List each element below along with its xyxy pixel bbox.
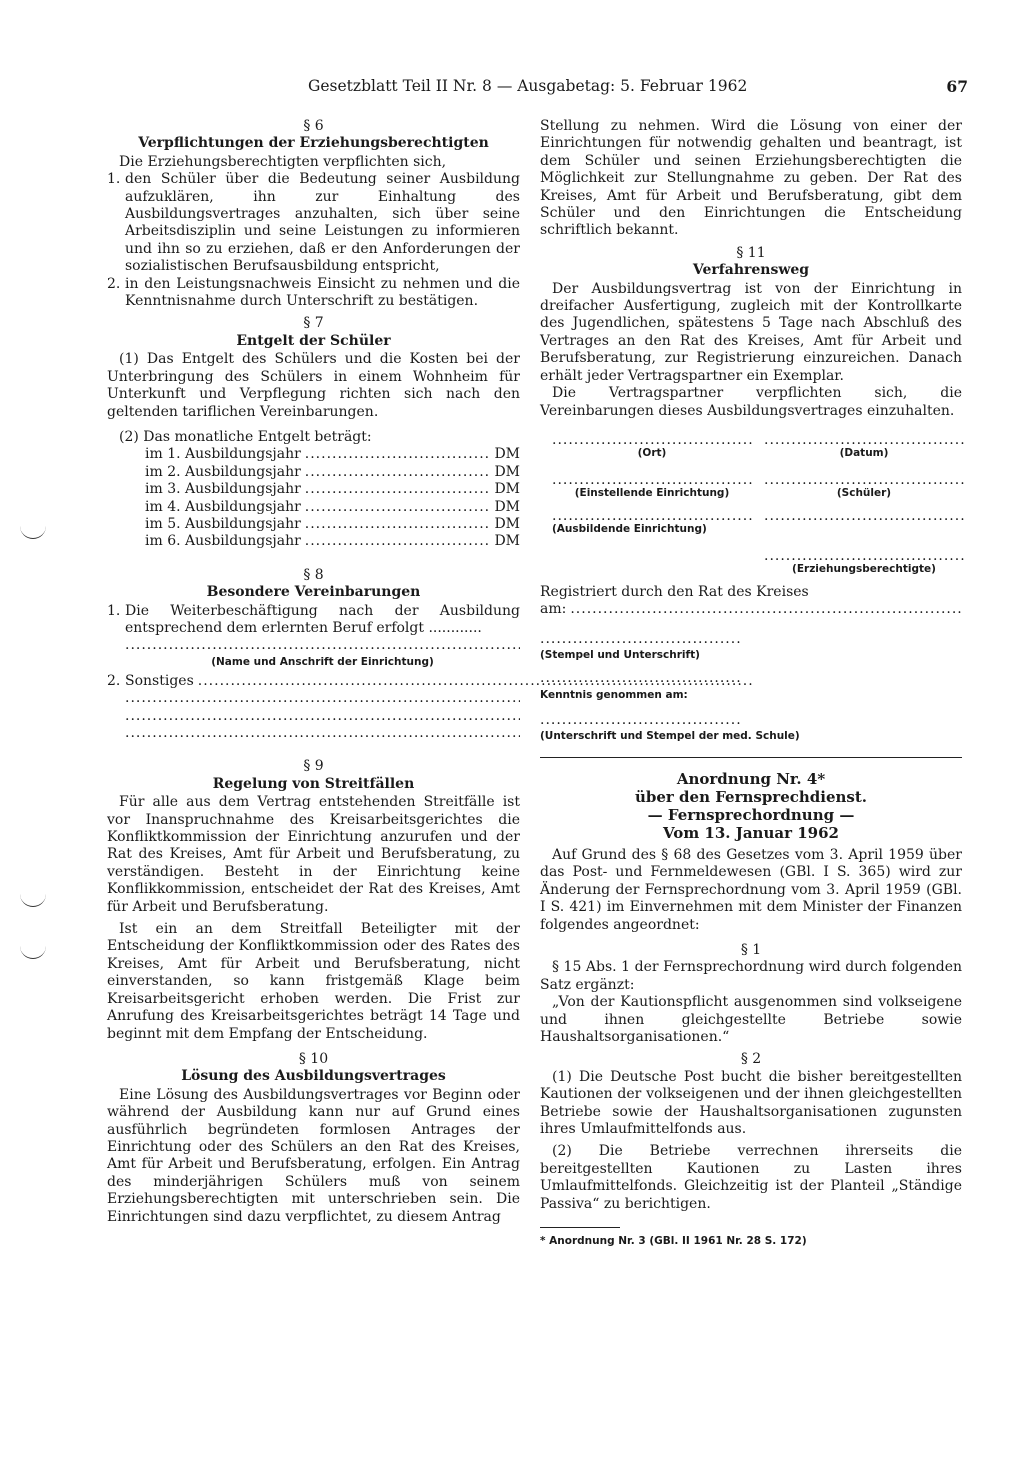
- field-label: am:: [540, 601, 567, 618]
- paragraph: Die Vertragspartner verpflichten sich, die Vereinbarungen dieses Ausbildungsvertrages einzuhalten.: [540, 385, 962, 419]
- margin-mark: [20, 944, 46, 959]
- currency: DM: [494, 446, 520, 463]
- payment-row: [145, 516, 520, 533]
- payment-label: im 2. Ausbildungsjahr: [145, 463, 301, 480]
- page-number: 67: [946, 77, 968, 96]
- section-divider: [540, 757, 962, 758]
- field-caption: (Unterschrift und Stempel der med. Schule): [540, 729, 800, 742]
- field-caption: (Einstellende Einrichtung): [574, 486, 730, 499]
- paragraph: Ist ein an dem Streitfall Beteiligter mit der Entscheidung der Konfliktkommission oder des Rates des Kreises, Amt für Arbeit und Berufsberatung, nicht einverstanden, so kann fristgemäß Klage beim Kreisarbeitsgericht erhoben werden. Die Frist zur Anrufung des Kreisarbeitsgerichtes beträgt 14 Tage und beginnt mit dem Empfang der Entscheidung.: [107, 921, 520, 1042]
- section-number: § 11: [736, 244, 766, 261]
- date-field: [540, 601, 962, 618]
- list-text: Die Weiterbeschäftigung nach der Ausbildung entsprechend dem erlernten Beruf erfolgt: [125, 602, 520, 636]
- footnote-divider: [540, 1227, 620, 1228]
- fill-line: [305, 516, 491, 533]
- list-item: [107, 276, 520, 311]
- paragraph: (2) Das monatliche Entgelt beträgt:: [119, 428, 372, 445]
- list-text: in den Leistungsnachweis Einsicht zu nehmen und die Kenntnisnahme durch Unterschrift zu bestätigen.: [125, 275, 520, 310]
- fill-line: [305, 464, 491, 481]
- paragraph: § 15 Abs. 1 der Fernsprechordnung wird durch folgenden Satz ergänzt:: [540, 959, 962, 993]
- field-caption: (Stempel und Unterschrift): [540, 649, 700, 662]
- fill-line: [540, 670, 740, 687]
- paragraph: „Von der Kautionspflicht ausgenommen sind volkseigene und ihnen gleichgestellte Betriebe sowie Haushaltsorganisationen.“: [540, 994, 962, 1045]
- payment-row: [145, 464, 520, 481]
- payment-label: im 5. Ausbildungsjahr: [145, 515, 301, 532]
- paragraph: Auf Grund des § 68 des Gesetzes vom 3. April 1959 über das Post- und Fernmeldewesen (GBl. I S. 365) wird zur Änderung der Fernsprechordnung vom 3. April 1959 (GBl. I S. 421) im Einvernehmen mit dem Minister der Finanzen folgendes angeordnet:: [540, 846, 962, 933]
- paragraph: Stellung zu nehmen. Wird die Lösung von einer der Einrichtungen für notwendig gehalten und beantragt, ist dem Schüler und seinen Erziehungsberechtigten die Möglichkeit zur Stellungnahme zu geben. Der Rat des Kreises, Amt für Arbeit und Berufsberatung, gibt dem Schüler und den Einrichtungen die Entscheidung schriftlich bekannt.: [540, 118, 962, 239]
- section-number: § 7: [303, 315, 324, 332]
- fill-line: [540, 631, 740, 648]
- margin-mark: [20, 524, 46, 539]
- fill-line: [305, 446, 491, 463]
- decree-date: Vom 13. Januar 1962: [663, 823, 839, 842]
- fill-line: [125, 690, 520, 707]
- list-item: [107, 171, 520, 275]
- fill-line: [305, 533, 491, 550]
- payment-row: [145, 533, 520, 550]
- section-number: § 2: [740, 1051, 762, 1068]
- list-number: 2.: [107, 672, 121, 689]
- header-title: Gesetzblatt Teil II Nr. 8 — Ausgabetag: 5. Februar 1962: [308, 77, 748, 95]
- payment-row: [145, 481, 520, 498]
- page-header: [308, 78, 968, 98]
- section-number: § 6: [303, 118, 324, 134]
- field-caption: Kenntnis genommen am:: [540, 688, 688, 701]
- payment-row: [145, 446, 520, 463]
- field-caption: (Ausbildende Einrichtung): [552, 522, 707, 535]
- payment-label: im 4. Ausbildungsjahr: [145, 498, 301, 515]
- payment-label: im 1. Ausbildungsjahr: [145, 446, 301, 463]
- list-text-wrap: Die Weiterbeschäftigung nach der Ausbildung entsprechend dem erlernten Beruf erfolgt ............: [125, 602, 520, 636]
- paragraph: (1) Das Entgelt des Schülers und die Kosten bei der Unterbringung des Schülers in einem Wohnheim für Unterkunft und Verpflegung richten sich nach den geltenden tariflichen Vereinbarungen.: [107, 351, 520, 420]
- list-number: 1.: [107, 171, 121, 188]
- decree-title: über den Fernsprechdienst.: [634, 787, 868, 806]
- payment-label: im 3. Ausbildungsjahr: [145, 481, 301, 498]
- payment-row: [145, 499, 520, 516]
- currency: DM: [494, 533, 520, 550]
- section-number: § 8: [303, 566, 324, 583]
- paragraph: Eine Lösung des Ausbildungsvertrages vor Beginn oder während der Ausbildung kann nur auf Grund eines ausführlich begründeten formlosen Antrages der Einrichtung oder des Schülers an den Rat des Kreises, Amt für Arbeit und Berufsberatung, erfolgen. Ein Antrag des minderjährigen Schülers muß von seinem Erziehungsberechtigten mit unterschrieben sein. Die Einrichtungen sind dazu verpflichtet, zu diesem Antrag: [107, 1086, 520, 1225]
- decree-title: Anordnung Nr. 4*: [676, 769, 826, 788]
- list-text: den Schüler über die Bedeutung seiner Ausbildung aufzuklären, ihn zur Einhaltung des Ausbildungsvertrages anzuhalten, sich über seine Arbeitsdisziplin und seine Leistungen zu informieren und ihn so zu erziehen, daß er den Anforderungen der sozialistischen Berufsausbildung entspricht,: [125, 171, 520, 275]
- section-title: Regelung von Streitfällen: [212, 775, 415, 792]
- currency: DM: [494, 481, 520, 498]
- list-item: [107, 603, 520, 638]
- section-title: Verfahrensweg: [692, 262, 810, 279]
- left-column: [107, 118, 520, 1226]
- section-title: Lösung des Ausbildungsvertrages: [181, 1068, 446, 1085]
- fill-line: [305, 481, 491, 498]
- field-caption: (Ort): [637, 446, 667, 459]
- fill-line: [125, 725, 520, 742]
- fill-line: [125, 637, 520, 654]
- paragraph: (2) Die Betriebe verrechnen ihrerseits die bereitgestellten Kautionen zu Lasten ihres Umlaufmittelfonds. Gleichzeitig ist der Planteil „Ständige Passiva“ zu berichtigen.: [540, 1143, 962, 1212]
- paragraph: Der Ausbildungsvertrag ist von der Einrichtung in dreifacher Ausfertigung, zugleich mit der Kontrollkarte des Jugendlichen, spätestens 5 Tage nach Abschluß des Vertrages an den Rat des Kreises, Amt für Arbeit und Berufsberatung, zur Registrierung einzureichen. Danach erhält jeder Vertragspartner ein Exemplar.: [540, 280, 962, 384]
- list-number: 1.: [107, 602, 121, 619]
- field-caption: (Erziehungsberechtigte): [792, 562, 936, 575]
- list-number: 2.: [107, 275, 121, 292]
- right-column: [540, 118, 962, 1250]
- fill-line: [540, 712, 740, 729]
- field-caption: (Schüler): [836, 486, 892, 499]
- field-caption: (Datum): [839, 446, 889, 459]
- field-caption: (Name und Anschrift der Einrichtung): [211, 655, 434, 668]
- section-number: § 9: [303, 758, 324, 775]
- list-item: [107, 673, 520, 690]
- currency: DM: [494, 463, 520, 480]
- paragraph: (1) Die Deutsche Post bucht die bisher bereitgestellten Kautionen der volkseigenen und der ihnen gleichgestellten Betriebe sowie der Haushaltsorganisationen zugunsten ihres Umlaufmittelfonds aus.: [540, 1068, 962, 1138]
- currency: DM: [494, 515, 520, 532]
- list-text: Sonstiges: [125, 672, 194, 689]
- section-title: Besondere Vereinbarungen: [206, 584, 421, 601]
- payment-label: im 6. Ausbildungsjahr: [145, 533, 301, 550]
- section-number: § 10: [298, 1050, 329, 1067]
- paragraph: Registriert durch den Rat des Kreises: [540, 583, 809, 600]
- section-title: Verpflichtungen der Erziehungsberechtigten: [138, 135, 489, 152]
- currency: DM: [494, 498, 520, 515]
- margin-mark: [20, 892, 46, 907]
- signature-block: [552, 432, 962, 576]
- paragraph: Für alle aus dem Vertrag entstehenden Streitfälle ist vor Inanspruchnahme des Kreisarbeitsgerichtes die Konfliktkommission der Einrichtung anzurufen und der Rat des Kreises, Amt für Arbeit und Berufsberatung, zu verständigen. Besteht in der Einrichtung keine Konflikkommission, entscheidet der Rat des Kreises, Amt für Arbeit und Berufsberatung.: [107, 794, 520, 915]
- paragraph: Die Erziehungsberechtigten verpflichten sich,: [119, 153, 447, 170]
- fill-line: [305, 499, 491, 516]
- footnote: * Anordnung Nr. 3 (GBl. II 1961 Nr. 28 S. 172): [540, 1235, 807, 1248]
- fill-line: [125, 708, 520, 725]
- section-number: § 1: [740, 941, 762, 958]
- fill-line: [570, 601, 962, 618]
- decree-title: — Fernsprechordnung —: [647, 805, 855, 824]
- section-title: Entgelt der Schüler: [236, 332, 391, 349]
